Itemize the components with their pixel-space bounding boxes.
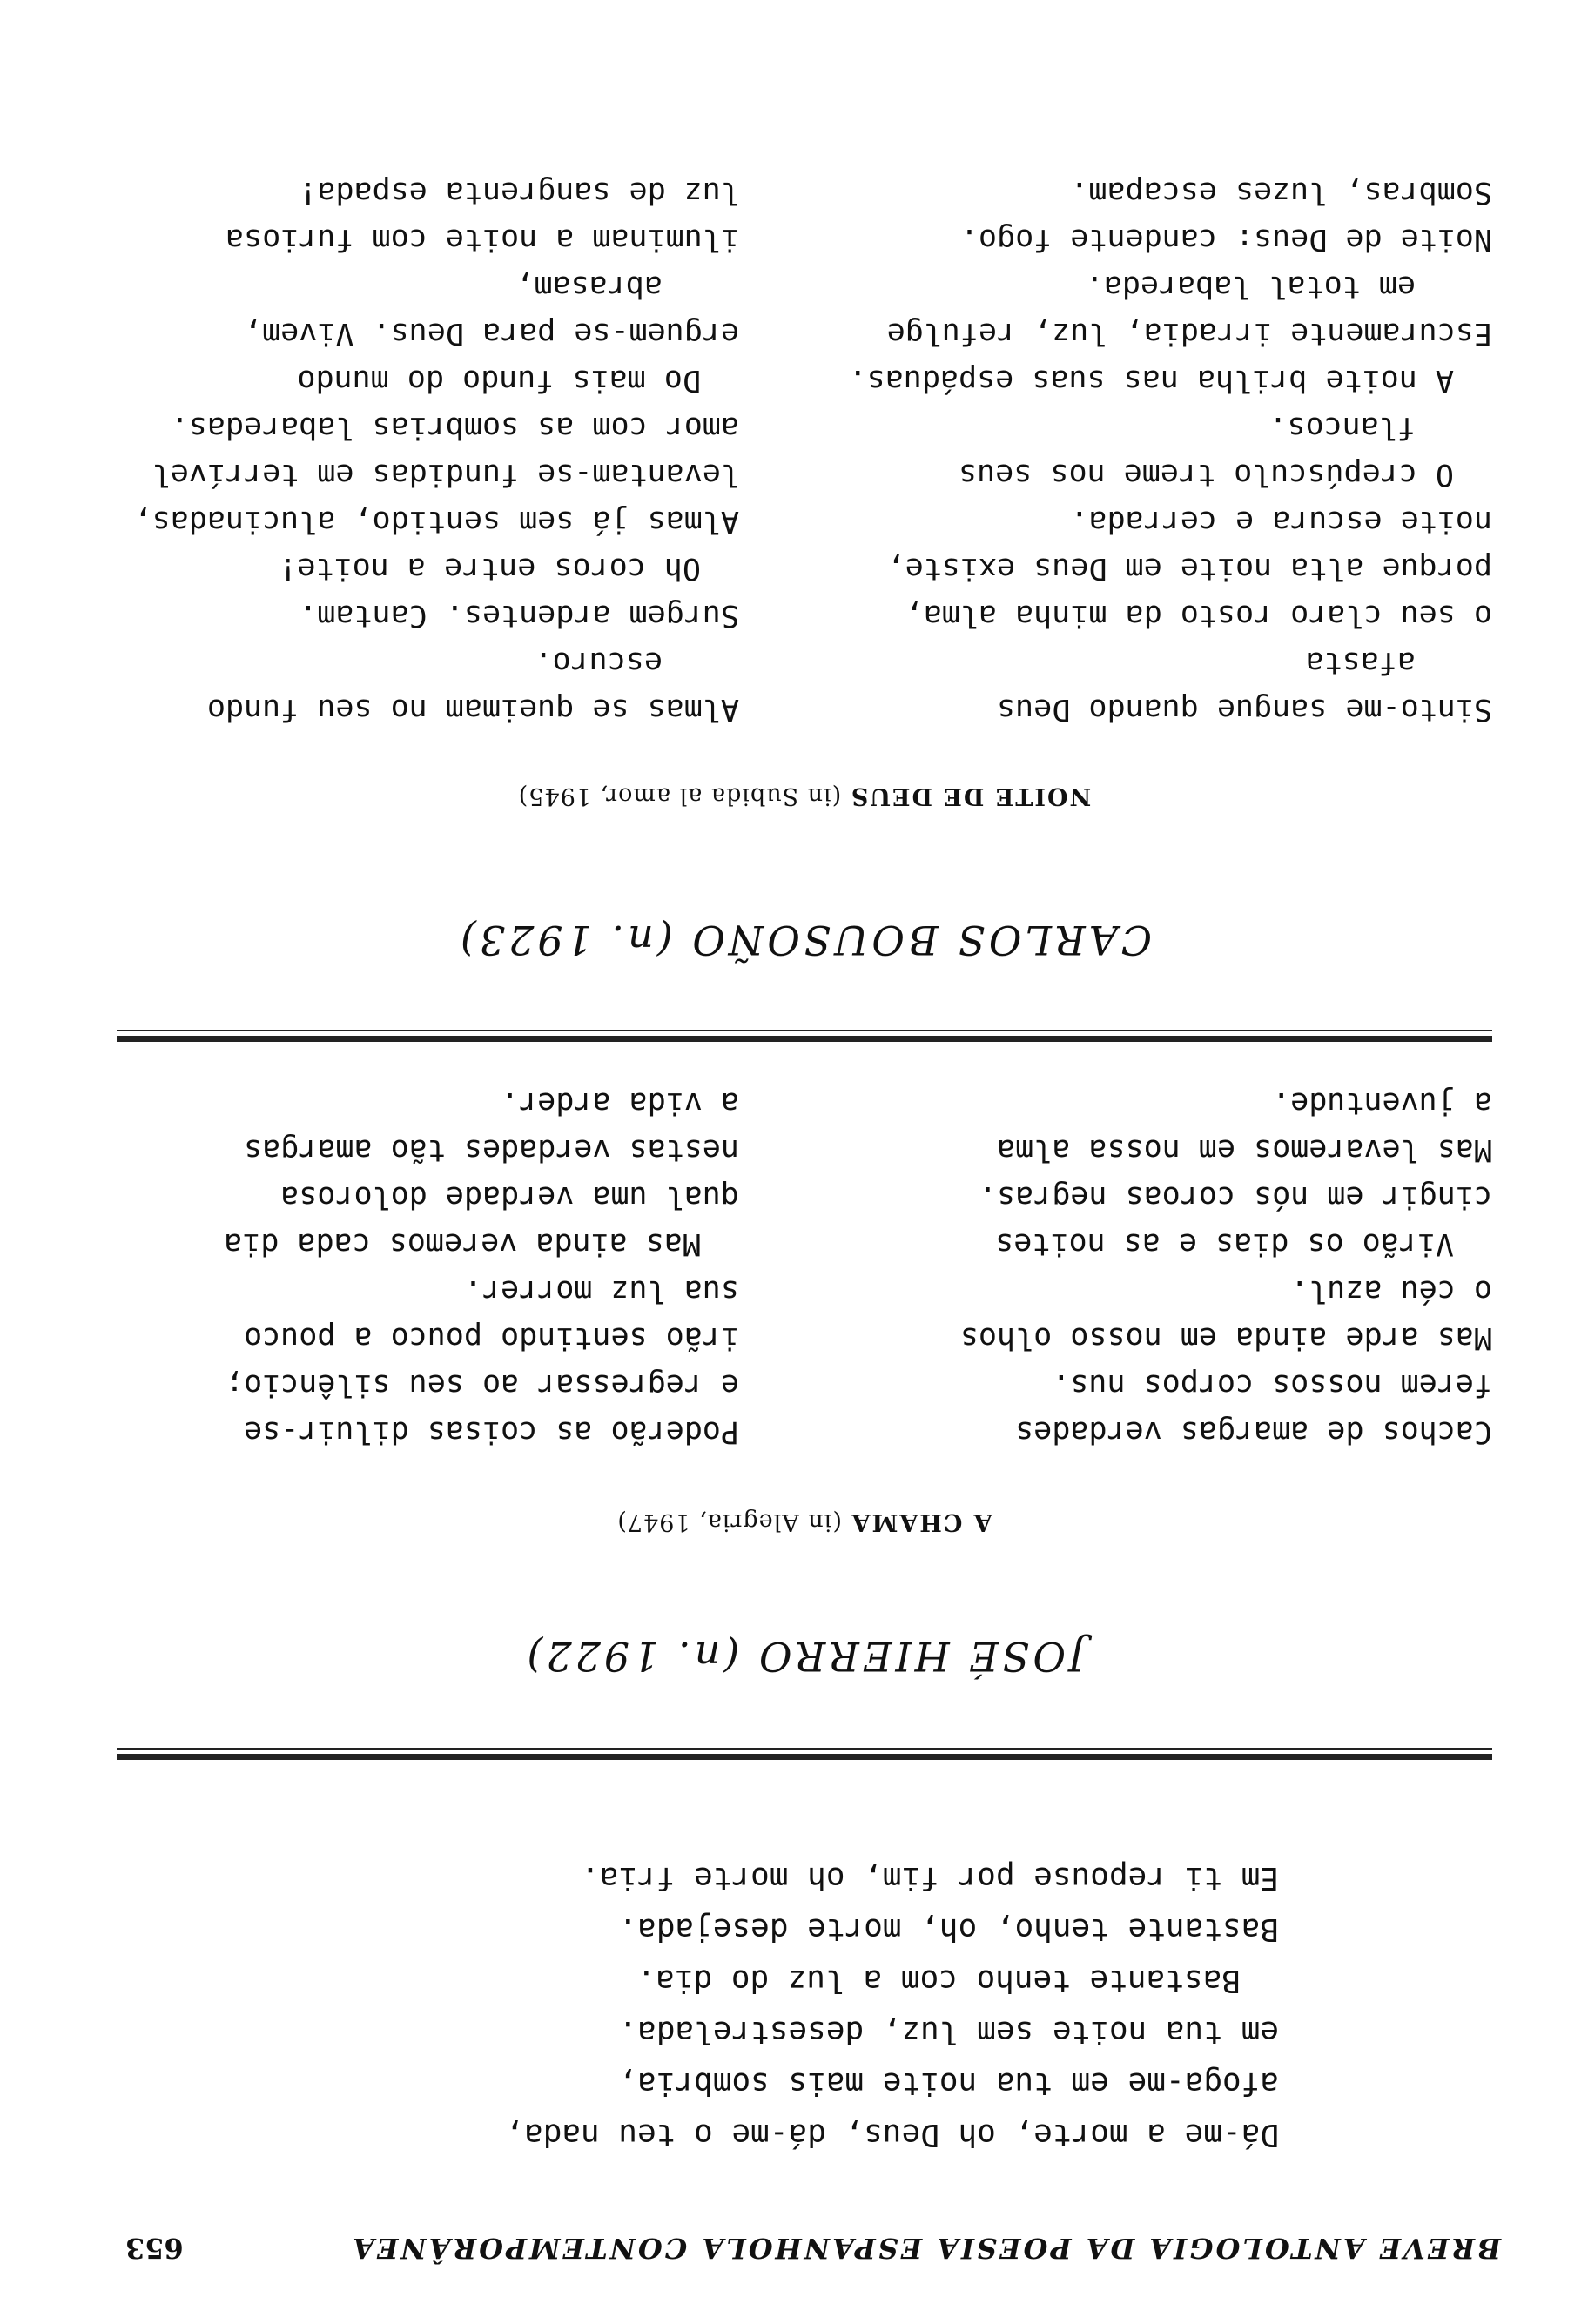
poem-line: a vida arder. [501, 1085, 739, 1120]
poem-line: Bastante tenho com a luz do dia. [636, 1963, 1241, 1998]
running-head [125, 2232, 1501, 2265]
author-heading-hierro: JOSÉ HIERRO (n. 1922) [523, 1633, 1086, 1680]
poem-line: Sinto-me sangue quando Deus [997, 692, 1492, 727]
author-heading-bousono: CARLOS BOUSOÑO (n. 1923) [456, 917, 1153, 964]
poem-line: a juventude. [1272, 1085, 1492, 1120]
poem-line: levantam-se fundidas em terrível [151, 457, 739, 492]
poem-line: Cachos de amargas verdades [1015, 1414, 1492, 1449]
poem-line: erguem-se para Deus. Vivem, [244, 316, 739, 351]
poem-line: Sombras, luzes escapam. [1070, 175, 1492, 210]
poem-title-name: A CHAMA [850, 1508, 992, 1535]
poem-title-source: (in Alegria, 1947) [616, 1508, 842, 1535]
poem-line: em total labareda. [1085, 269, 1416, 304]
poem-line: Escuramente irradia, luz, refulge [886, 316, 1492, 351]
poem-line: ferem nossos corpos nus. [1052, 1367, 1492, 1402]
running-head-title: BREVE ANTOLOGIA DA POESIA ESPANHOLA CONTEMPORÂNEA [350, 2232, 1501, 2265]
poem-line: Oh coros entre a noite! [279, 551, 701, 586]
poem-line: Bastante tenho, oh, morte desejada. [618, 1911, 1279, 1947]
poem-line: Poderão as coisas diluir-se [244, 1414, 739, 1449]
poem-line: e regressar ao seu silêncio; [225, 1367, 739, 1402]
poem-title-bousono [117, 783, 1492, 809]
poem-line: nestas verdades tão amargas [244, 1132, 739, 1167]
poem-line: o céu azul. [1290, 1273, 1492, 1308]
poem-line: afasta [1305, 645, 1416, 680]
section-divider-thin [117, 1748, 1492, 1750]
poem-line: O crepúsculo treme nos seus [959, 457, 1454, 492]
poem-line: afoga-me em tua noite mais sombria, [618, 2065, 1279, 2101]
poem-line: noite escura e cerrada. [1070, 504, 1492, 539]
poem-line: luz de sangrenta espada! [299, 175, 739, 210]
poem-line: Do mais fundo do mundo [297, 363, 701, 398]
section-divider-thin [117, 1030, 1492, 1031]
poem-line: irão sentindo pouco a pouco [244, 1320, 739, 1355]
poem-line: Almas se queimam no seu fundo [206, 692, 739, 727]
poem-column-left [822, 1079, 1492, 1455]
poem-column-right [69, 1079, 739, 1455]
page-number: 653 [125, 2232, 184, 2265]
poem-line: o seu claro rosto da minha alma, [905, 598, 1492, 633]
poem-line: porque alta noite em Deus existe, [886, 551, 1492, 586]
poem-line: qual uma verdade dolorosa [280, 1179, 739, 1214]
poem-title-source: (in Subida al amor, 1945) [517, 783, 842, 809]
poem-title-name: NOITE DE DEUS [849, 783, 1092, 809]
poem-line: Dá-me a morte, oh Deus, dá-me o teu nada, [505, 2117, 1279, 2153]
poem-line: A noite brilha nas suas espáduas. [848, 363, 1454, 398]
poem-column-left [822, 169, 1492, 733]
poem-line: Almas já sem sentido, alucinadas, [133, 504, 739, 539]
poem-line: abrasam, [515, 269, 663, 304]
poem-line: em tua noite sem luz, desestrelada. [618, 2014, 1279, 2050]
poem-line: cingir em nós coroas negras. [978, 1179, 1492, 1214]
poem-column-right [69, 169, 739, 733]
section-divider [117, 1754, 1492, 1760]
poem-line: flancos. [1268, 410, 1416, 445]
poem-line: Em ti repouse por fim, oh morte fria. [581, 1860, 1279, 1896]
poem-line: Surgem ardentes. Cantam. [299, 598, 739, 633]
poem-line: Noite de Deus: candente fogo. [959, 222, 1492, 257]
poem-title-hierro [117, 1508, 1492, 1535]
poem-line: amor com as sombrias labaredas. [170, 410, 739, 445]
poem-line: sua luz morrer. [463, 1273, 739, 1308]
poem-line: iluminam a noite com furiosa [225, 222, 739, 257]
poem-line: Mas arde ainda em nosso olhos [959, 1320, 1492, 1355]
poem-line: Mas levaremos em nossa alma [997, 1132, 1492, 1167]
section-divider [117, 1036, 1492, 1042]
opening-poem [60, 1852, 1279, 2160]
poem-line: Mas ainda veremos cada dia [224, 1226, 701, 1261]
poem-line: escuro. [534, 645, 663, 680]
poem-line: Virão os dias e as noites [995, 1226, 1454, 1261]
